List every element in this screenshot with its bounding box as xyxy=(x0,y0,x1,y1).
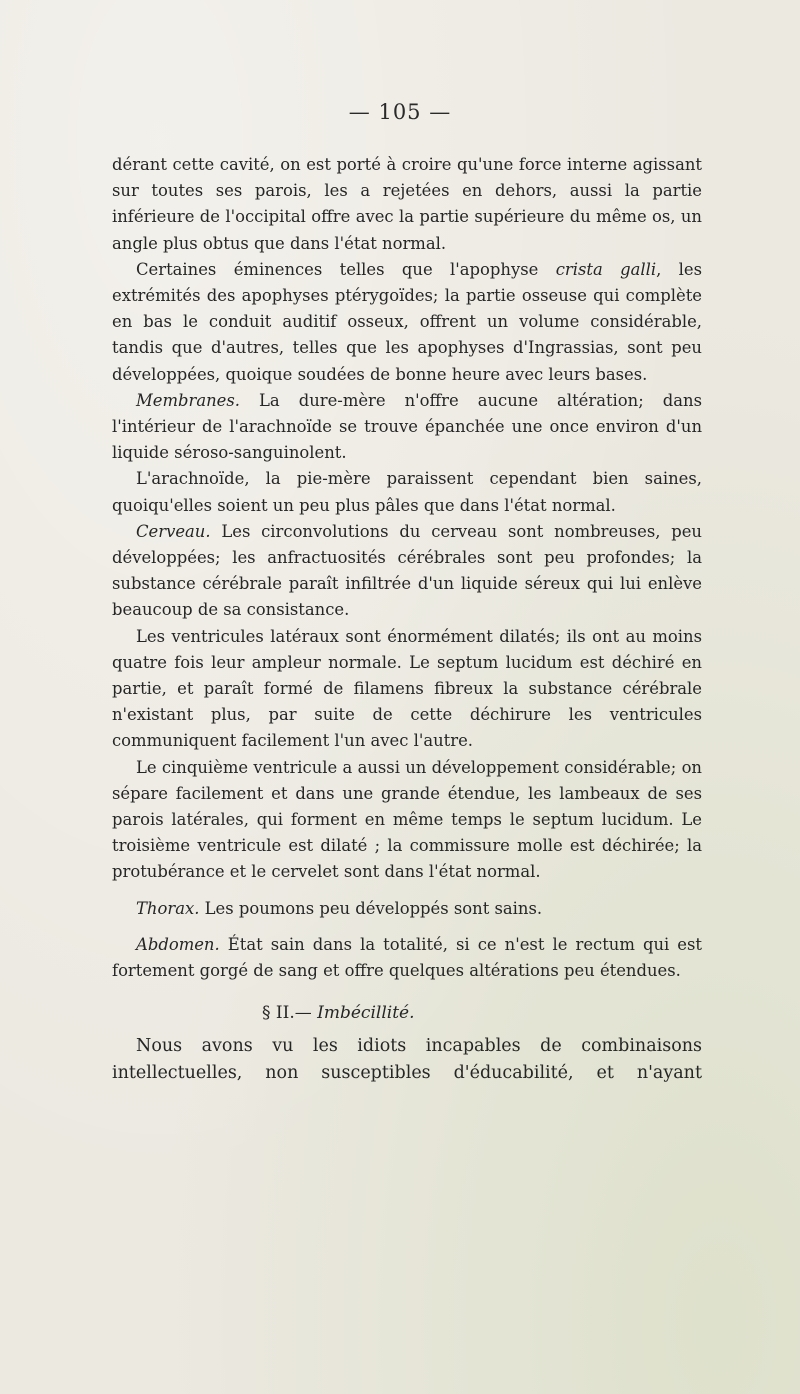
cerveau-heading: Cerveau. xyxy=(136,521,211,541)
section-number: § II.— xyxy=(262,1003,312,1024)
crista-galli-term: crista galli xyxy=(555,259,657,279)
section-heading xyxy=(112,1000,702,1026)
paragraph-2-suffix: , les extrémités des apophyses ptérygoïdes; la partie osseuse qui complète en bas le conduit auditif osseux, offrent un volume considérable, tandis que d'autres, telles que les apophyses d'Ingrassias, sont peu développées, quoique soudées de bonne heure avec leurs bases. xyxy=(112,259,703,384)
spacer xyxy=(112,984,702,994)
paragraph-thorax xyxy=(112,896,702,922)
thorax-text: Les poumons peu développés sont sains. xyxy=(199,898,543,918)
paragraph-arachnoide: L'arachnoïde, la pie-mère paraissent cependant bien saines, quoiqu'elles soient un peu plus pâles que dans l'état normal. xyxy=(112,469,702,515)
cerveau-text: Les circonvolutions du cerveau sont nombreuses, peu développées; les anfractuosités cérébrales sont peu profondes; la substance cérébrale paraît infiltrée d'un liquide séreux qui lui enlève beaucoup de sa consistance. xyxy=(112,521,702,620)
paragraph-membranes xyxy=(112,388,702,467)
page-number: — 105 — xyxy=(348,100,452,124)
paragraph-2 xyxy=(112,257,702,388)
paragraph-1: dérant cette cavité, on est porté à croire qu'une force interne agissant sur toutes ses parois, les a rejetées en dehors, aussi la partie inférieure de l'occipital offre avec la partie supérieure du même os, un angle plus obtus que dans l'état normal. xyxy=(112,155,702,253)
paragraph-cinquieme-ventricule: Le cinquième ventricule a aussi un développement considérable; on sépare facilement et dans une grande étendue, les lambeaux de ses parois latérales, qui forment en même temps le septum lucidum. Le troisième ventricule est dilaté ; la commissure molle est déchirée; la protubérance et le cervelet sont dans l'état normal. xyxy=(112,757,702,882)
paragraph-ventricules: Les ventricules latéraux sont énormément dilatés; ils ont au moins quatre fois leur ampleur normale. Le septum lucidum est déchiré en partie, et paraît formé de filamens fibreux la substance cérébrale n'existant plus, par suite de cette déchirure les ventricules communiquent facilement l'un avec l'autre. xyxy=(112,626,702,751)
paragraph-2-prefix: Certaines éminences telles que l'apophyse xyxy=(136,259,556,279)
thorax-heading: Thorax. xyxy=(136,898,200,918)
closing-line-2: intellectuelles, non susceptibles d'éducabilité, et n'ayant xyxy=(112,1062,702,1083)
spacer xyxy=(112,886,702,896)
body-text xyxy=(112,152,702,1087)
spacer xyxy=(112,922,702,932)
abdomen-text: État sain dans la totalité, si ce n'est le rectum qui est fortement gorgé de sang et offre quelques altérations peu étendues. xyxy=(112,934,702,981)
abdomen-heading: Abdomen. xyxy=(136,934,220,954)
membranes-text: La dure-mère n'offre aucune altération; dans l'intérieur de l'arachnoïde se trouve épanchée une once environ d'un liquide séroso-sanguinolent. xyxy=(112,390,702,463)
closing-line-1: Nous avons vu les idiots incapables de combinaisons xyxy=(136,1035,702,1056)
membranes-heading: Membranes. xyxy=(136,390,241,410)
paragraph-abdomen xyxy=(112,932,702,984)
paragraph-cerveau xyxy=(112,519,702,624)
closing-paragraph xyxy=(112,1033,702,1087)
section-title: Imbécillité. xyxy=(317,1003,415,1024)
